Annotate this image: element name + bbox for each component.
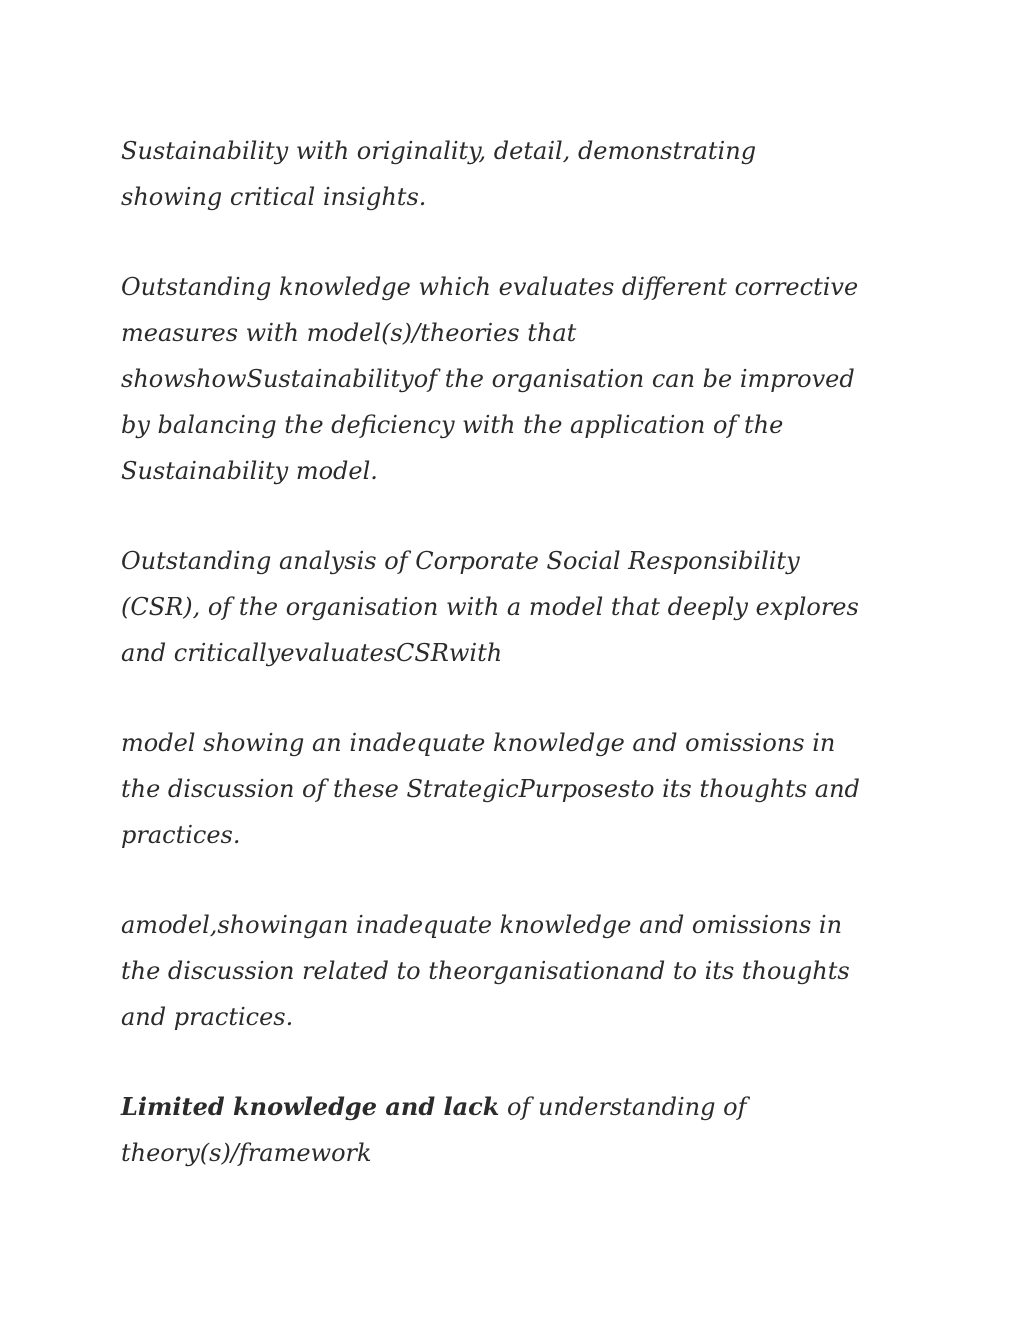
text-line: and criticallyevaluatesCSRwith bbox=[121, 639, 503, 667]
text-line: model showing an inadequate knowledge and omissions in bbox=[121, 729, 836, 757]
text-line: Sustainability with originality, detail, demonstrating bbox=[121, 137, 757, 165]
text-line: showing critical insights. bbox=[121, 183, 427, 211]
text-line: measures with model(s)/theories that bbox=[121, 319, 577, 347]
text-line: practices. bbox=[121, 821, 241, 849]
paragraph-6 bbox=[121, 1084, 911, 1176]
text-line: and practices. bbox=[121, 1003, 294, 1031]
text-line: showshowSustainabilityof the organisation can be improved bbox=[121, 365, 855, 393]
text-line: the discussion of these StrategicPurposesto its thoughts and bbox=[121, 775, 860, 803]
paragraph-2 bbox=[121, 264, 911, 494]
text-line: Outstanding analysis of Corporate Social Responsibility bbox=[121, 547, 800, 575]
text-line: (CSR), of the organisation with a model that deeply explores bbox=[121, 593, 859, 621]
text-line: by balancing the deficiency with the application of the bbox=[121, 411, 784, 439]
bold-phrase: Limited knowledge and lack bbox=[121, 1092, 500, 1121]
text-line: amodel,showingan inadequate knowledge and omissions in bbox=[121, 911, 843, 939]
text-line: theory(s)/framework bbox=[121, 1139, 372, 1167]
paragraph-1 bbox=[121, 128, 911, 220]
paragraph-4 bbox=[121, 720, 911, 858]
text-line: of understanding of bbox=[499, 1093, 747, 1121]
paragraph-3 bbox=[121, 538, 911, 676]
text-line: the discussion related to theorganisationand to its thoughts bbox=[121, 957, 850, 985]
text-line: Sustainability model. bbox=[121, 457, 378, 485]
document-page bbox=[121, 128, 911, 1176]
paragraph-5 bbox=[121, 902, 911, 1040]
text-line: Outstanding knowledge which evaluates different corrective bbox=[121, 273, 859, 301]
